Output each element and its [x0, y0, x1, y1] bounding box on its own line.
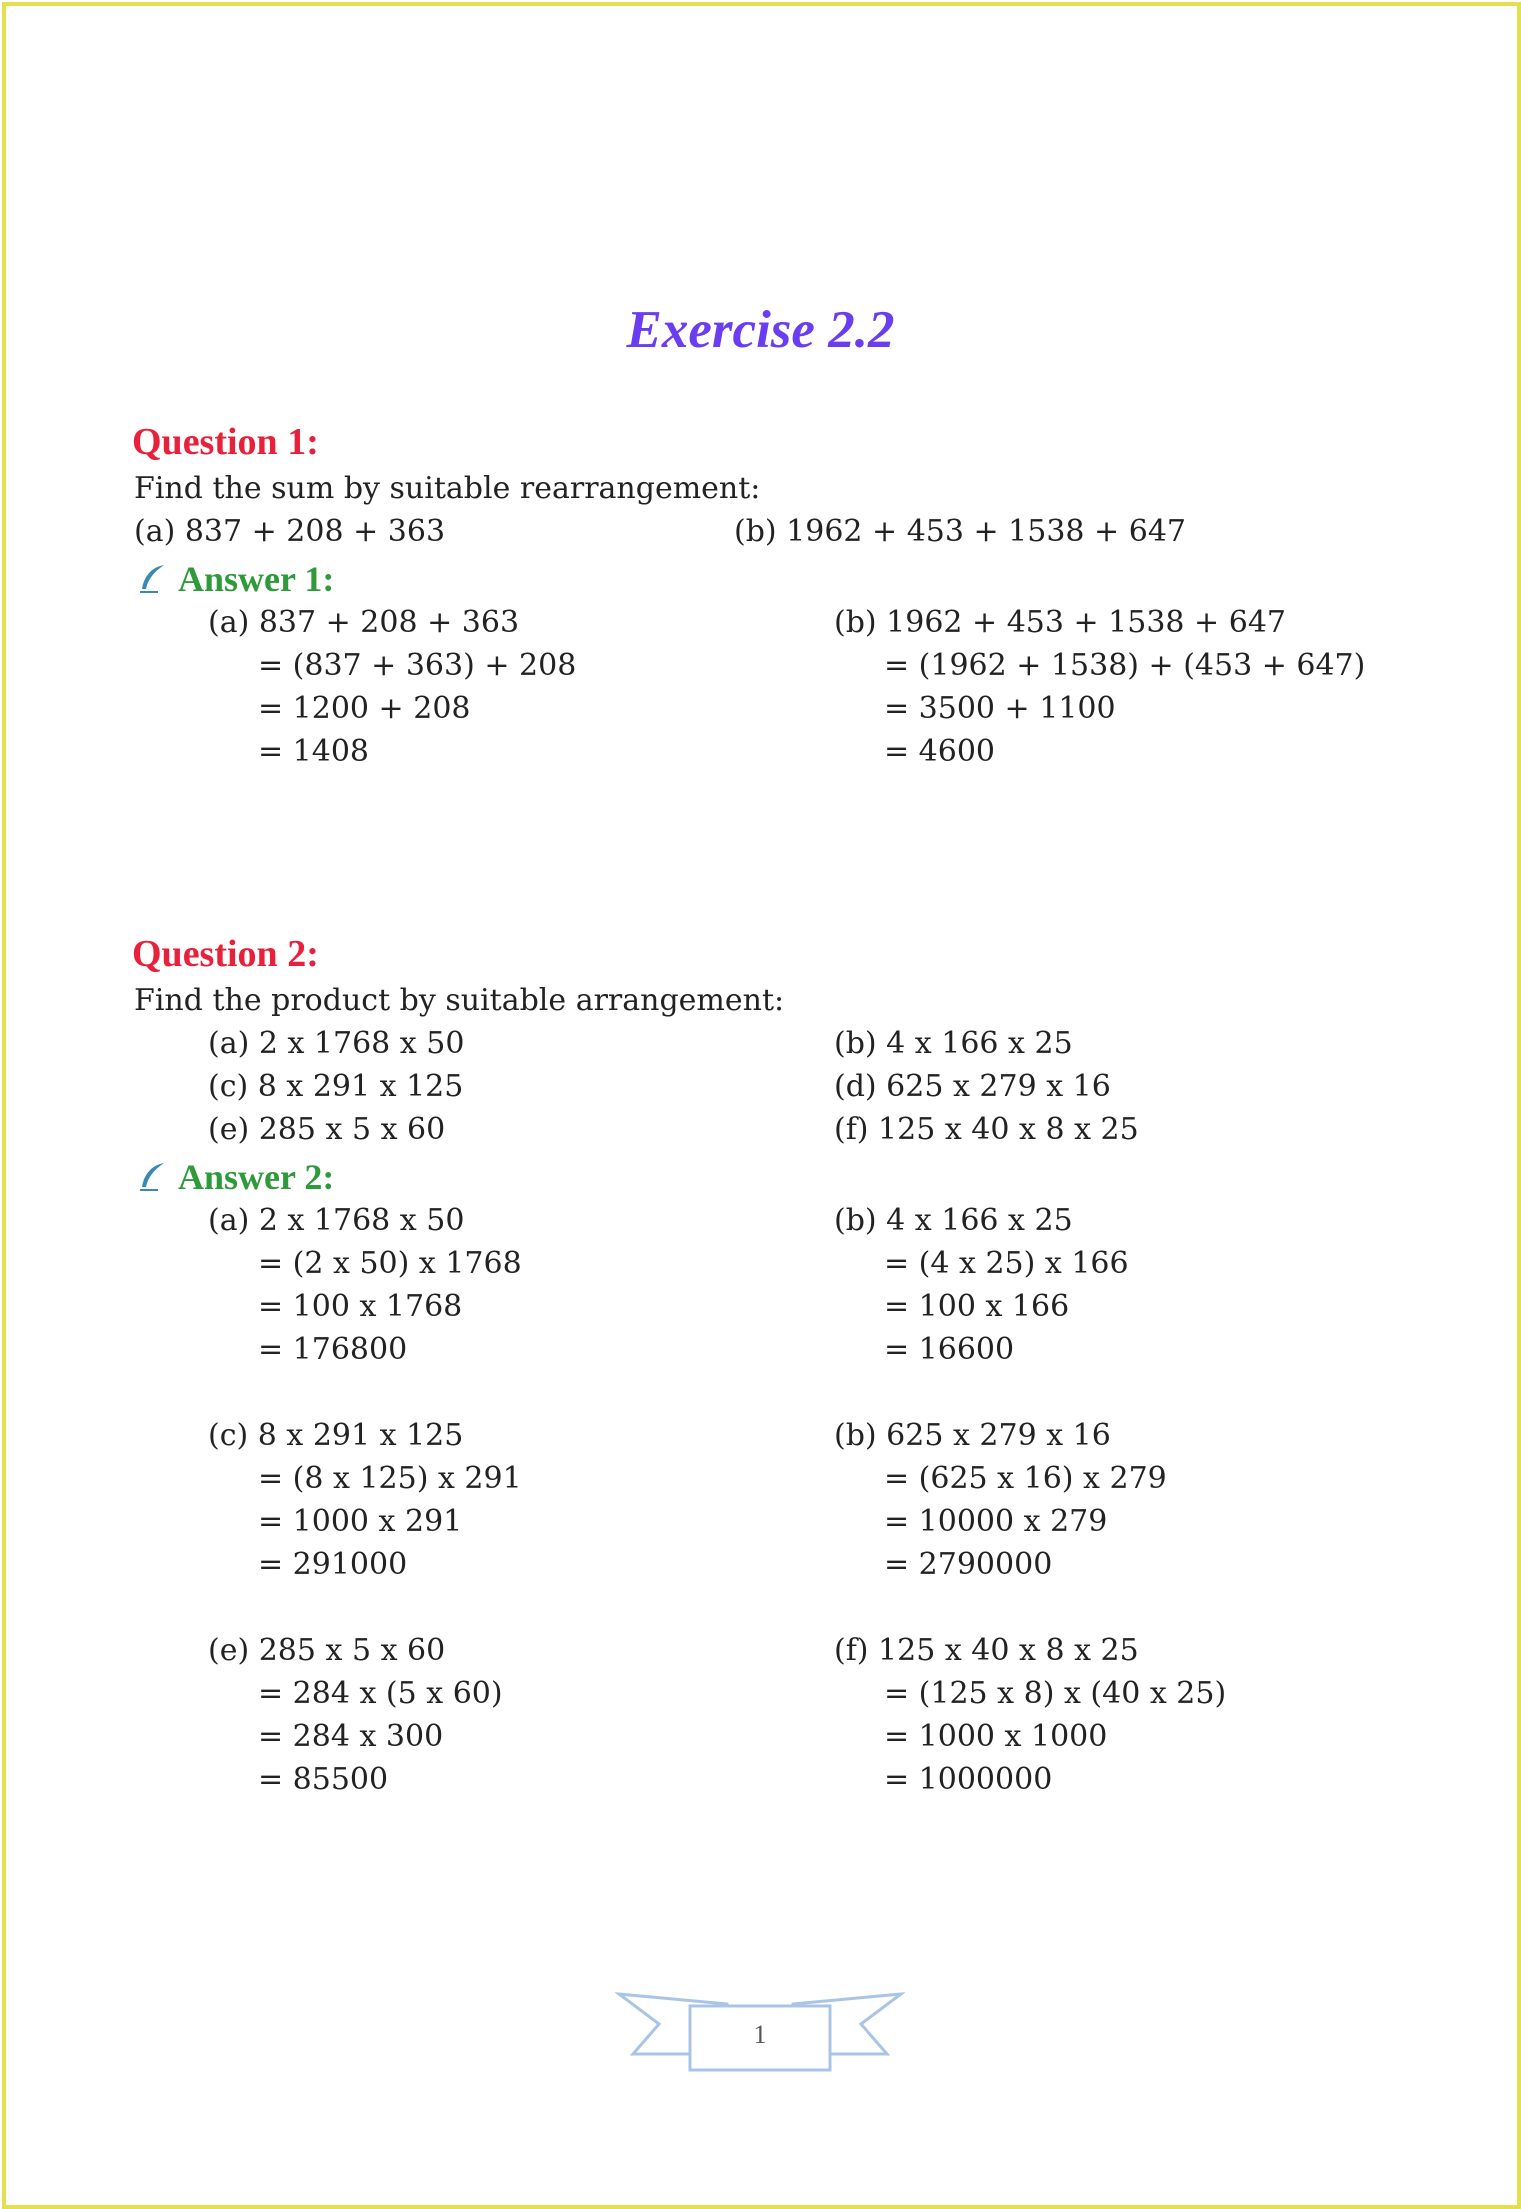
answer-2a-line-1: (a) 2 x 1768 x 50 [208, 1203, 465, 1238]
answer-2e-line-1: (e) 285 x 5 x 60 [208, 1633, 446, 1668]
quill-icon [136, 1160, 170, 1194]
answer-1a-line-2: = (837 + 363) + 208 [258, 648, 577, 683]
answer-2-label: Answer 2: [178, 1157, 335, 1197]
answer-2e-line-3: = 284 x 300 [258, 1719, 444, 1754]
page-number-ribbon [615, 1990, 905, 2080]
answer-2f-line-1: (f) 125 x 40 x 8 x 25 [834, 1633, 1139, 1668]
question-2-prompt: Find the product by suitable arrangement: [134, 983, 785, 1018]
question-1-heading: Question 1: [132, 421, 319, 463]
page-number: 1 [753, 2020, 767, 2049]
question-2-part-a: (a) 2 x 1768 x 50 [208, 1026, 465, 1061]
page-title: Exercise 2.2 [626, 301, 895, 359]
answer-1-label: Answer 1: [178, 559, 335, 599]
answer-2d-line-3: = 10000 x 279 [884, 1504, 1108, 1539]
answer-2a-line-3: = 100 x 1768 [258, 1289, 463, 1324]
question-2-heading: Question 2: [132, 933, 319, 975]
question-2-part-d: (d) 625 x 279 x 16 [834, 1069, 1111, 1104]
answer-2a-line-2: = (2 x 50) x 1768 [258, 1246, 522, 1281]
answer-2b-line-2: = (4 x 25) x 166 [884, 1246, 1129, 1281]
answer-1a-line-1: (a) 837 + 208 + 363 [208, 605, 520, 640]
answer-2c-line-2: = (8 x 125) x 291 [258, 1461, 522, 1496]
answer-2b-line-3: = 100 x 166 [884, 1289, 1070, 1324]
answer-2f-line-4: = 1000000 [884, 1762, 1053, 1797]
answer-2e-line-2: = 284 x (5 x 60) [258, 1676, 503, 1711]
question-2-part-e: (e) 285 x 5 x 60 [208, 1112, 446, 1147]
answer-2b-line-1: (b) 4 x 166 x 25 [834, 1203, 1073, 1238]
question-1-part-b: (b) 1962 + 453 + 1538 + 647 [734, 514, 1186, 549]
answer-1b-line-1: (b) 1962 + 453 + 1538 + 647 [834, 605, 1286, 640]
question-2-part-b: (b) 4 x 166 x 25 [834, 1026, 1073, 1061]
answer-1a-line-3: = 1200 + 208 [258, 691, 471, 726]
quill-icon [136, 562, 170, 596]
answer-1a-line-4: = 1408 [258, 734, 370, 769]
question-1-part-a: (a) 837 + 208 + 363 [134, 514, 446, 549]
question-2-part-f: (f) 125 x 40 x 8 x 25 [834, 1112, 1139, 1147]
answer-1b-line-3: = 3500 + 1100 [884, 691, 1116, 726]
answer-1b-line-4: = 4600 [884, 734, 996, 769]
answer-2d-line-2: = (625 x 16) x 279 [884, 1461, 1167, 1496]
answer-1-heading [136, 558, 334, 600]
answer-2b-line-4: = 16600 [884, 1332, 1015, 1367]
answer-1b-line-2: = (1962 + 1538) + (453 + 647) [884, 648, 1366, 683]
answer-2d-line-4: = 2790000 [884, 1547, 1053, 1582]
answer-2c-line-4: = 291000 [258, 1547, 408, 1582]
answer-2e-line-4: = 85500 [258, 1762, 389, 1797]
answer-2f-line-3: = 1000 x 1000 [884, 1719, 1108, 1754]
answer-2f-line-2: = (125 x 8) x (40 x 25) [884, 1676, 1227, 1711]
answer-2d-line-1: (b) 625 x 279 x 16 [834, 1418, 1111, 1453]
answer-2a-line-4: = 176800 [258, 1332, 408, 1367]
question-1-prompt: Find the sum by suitable rearrangement: [134, 471, 761, 506]
answer-2-heading [136, 1156, 334, 1198]
answer-2c-line-3: = 1000 x 291 [258, 1504, 463, 1539]
answer-2c-line-1: (c) 8 x 291 x 125 [208, 1418, 464, 1453]
question-2-part-c: (c) 8 x 291 x 125 [208, 1069, 464, 1104]
